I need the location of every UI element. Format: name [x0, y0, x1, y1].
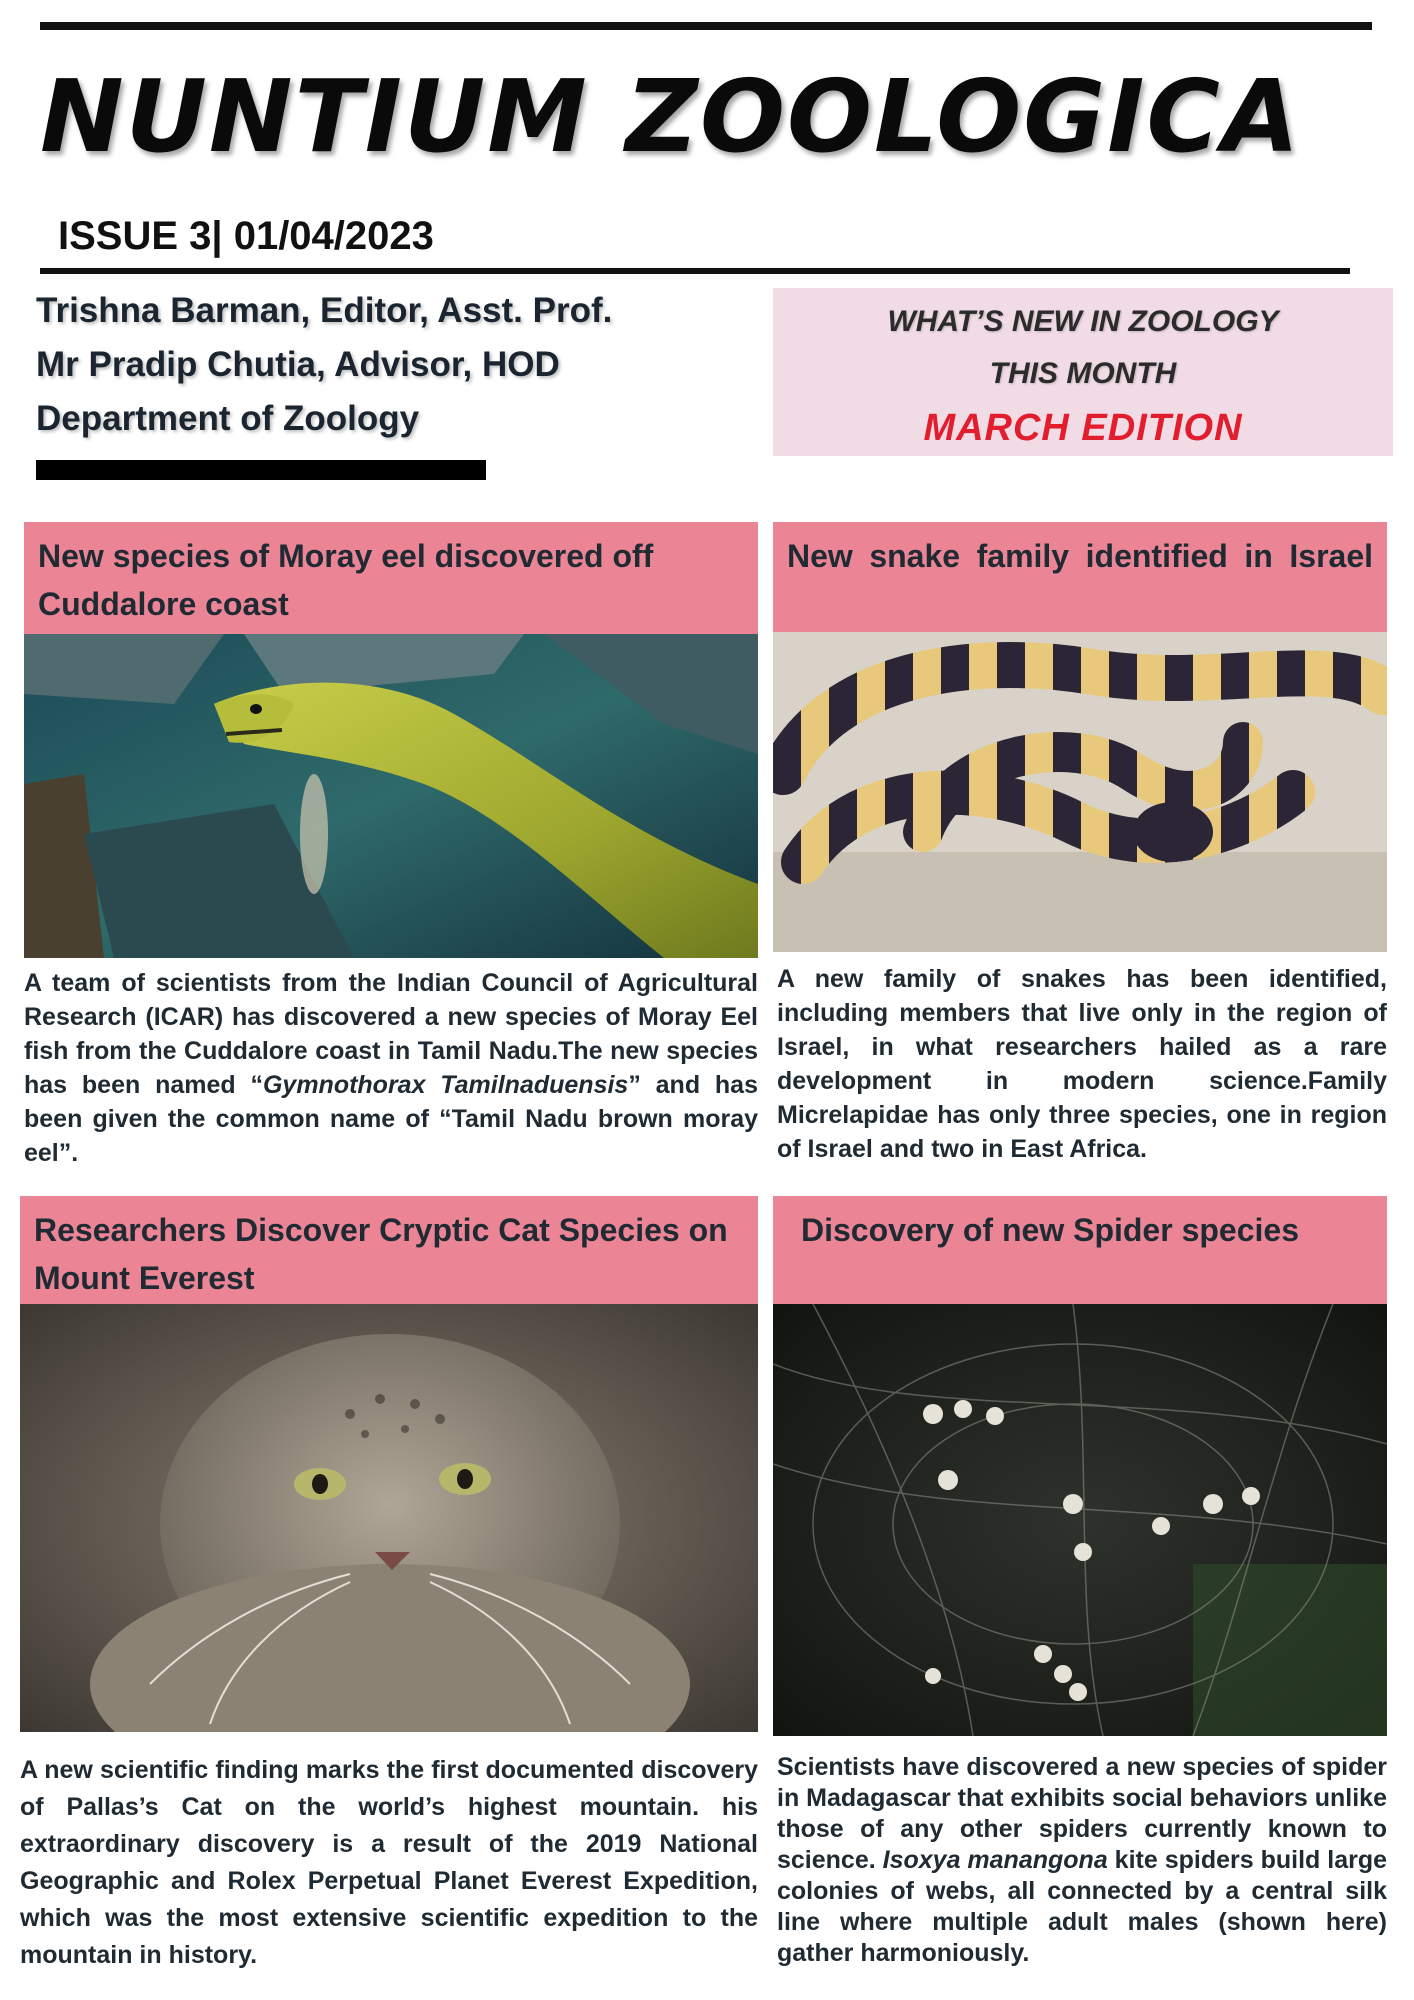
snake-article-text: A new family of snakes has been identified, including members that live only in the region of Israel, in what researchers hailed as a rare development in modern science.Family Micrelapidae has only three species, one in region of Israel and two in East Africa. [777, 965, 1387, 1163]
edition-box [773, 288, 1393, 456]
advisor-credit: Mr Pradip Chutia, Advisor, HOD [36, 345, 560, 384]
snake-headline: New snake family identified in Israel [773, 522, 1387, 632]
eel-article-text [24, 966, 758, 1170]
issue-date: ISSUE 3| 01/04/2023 [58, 214, 434, 258]
spider-text-part1: Scientists have discovered a new species of spider in Madagascar that exhibits social behaviors unlike those of any other spiders currently known to science. [777, 1753, 1387, 1874]
spider-species-name: Isoxya manangona [882, 1846, 1108, 1874]
department-credit: Department of Zoology [36, 399, 420, 438]
edition-name: MARCH EDITION [923, 407, 1243, 449]
eel-text-part1: A team of scientists from the Indian Council of Agricultural Research (ICAR) has discovered a new species of Moray Eel fish from the Cuddalore coast in Tamil Nadu.The new species has been named “ [24, 969, 758, 1099]
spider-text-part2: kite spiders build large colonies of webs, all connected by a central silk line where multiple adult males (shown here) gather harmoniously. [777, 1846, 1388, 1967]
edition-heading: WHAT’S NEW IN ZOOLOGY [887, 305, 1279, 338]
snake-image [773, 632, 1387, 952]
staff-credits [36, 284, 736, 446]
middle-rule [40, 268, 1350, 274]
cat-article-text: A new scientific finding marks the first documented discovery of Pallas’s Cat on the world’s highest mountain. his extraordinary discovery is a result of the 2019 National Geographic and Rolex Perpetual Planet Everest Expedition, which was the most extensive scientific expedition to the mountain in history. [20, 1756, 758, 1969]
editor-credit: Trishna Barman, Editor, Asst. Prof. [36, 291, 613, 330]
eel-headline: New species of Moray eel discovered off Cuddalore coast [24, 522, 758, 634]
cat-headline: Researchers Discover Cryptic Cat Species on Mount Everest [20, 1196, 758, 1304]
pallas-cat-image [20, 1304, 758, 1732]
spider-headline: Discovery of new Spider species [773, 1196, 1387, 1304]
spider-article-text [777, 1752, 1387, 1969]
spider-image [773, 1304, 1387, 1736]
top-rule [40, 22, 1372, 30]
edition-subheading: THIS MONTH [989, 357, 1177, 390]
newsletter-title: NUNTIUM ZOOLOGICA [40, 58, 1302, 175]
moray-eel-image [24, 634, 758, 958]
eel-species-name: Gymnothorax Tamilnaduensis [262, 1071, 629, 1099]
eel-text-part2: ” and has been given the common name of “Tamil Nadu brown moray eel”. [24, 1071, 758, 1167]
short-rule [36, 460, 486, 480]
